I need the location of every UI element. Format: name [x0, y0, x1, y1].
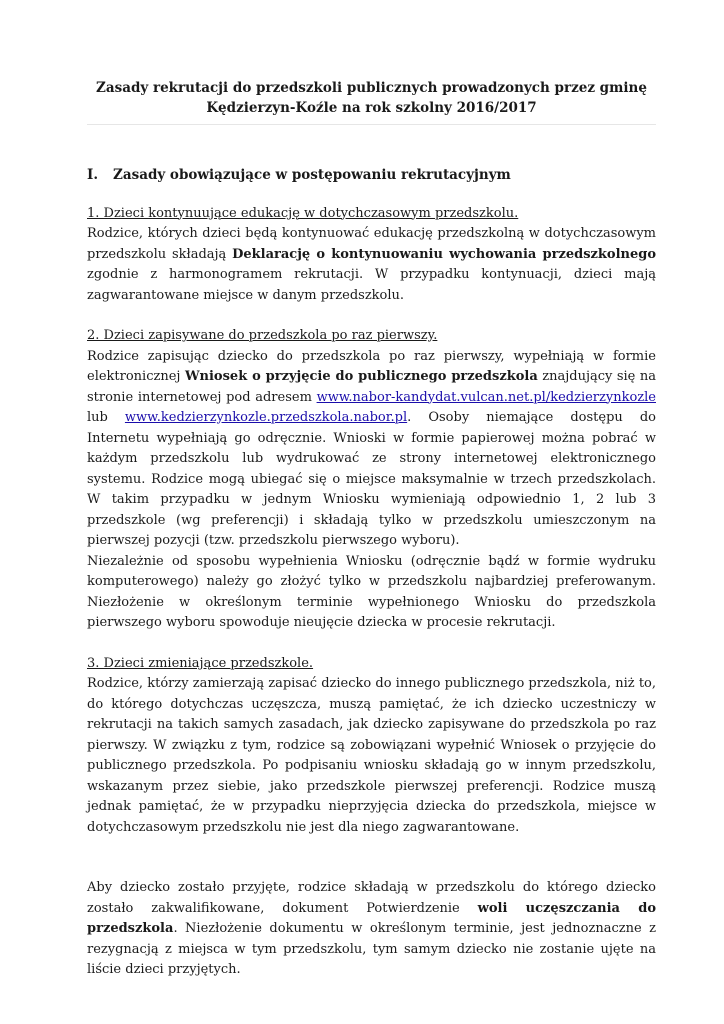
block1-text-a: Rodzice, których dzieci będą kontynuować edukację przedszkolną w dotychczasowym przedszkolu składają	[87, 226, 656, 262]
block1-paragraph	[87, 224, 656, 306]
block3-paragraph: Rodzice, którzy zamierzają zapisać dziecko do innego publicznego przedszkola, niż to, do którego dotychczas uczęszcza, muszą pamiętać, że ich dziecko uczestniczy w rekrutacji na takich samych zasadach, jak dziecko zapisywane do przedszkola po raz pierwszy. W związku z tym, rodzice są zobowiązani wypełnić Wniosek o przyjęcie do publicznego przedszkola. Po podpisaniu wniosku składają go w innym przedszkolu, wskazanym przez siebie, jako przedszkole pierwszej preferencji. Rodzice muszą jednak pamiętać, że w przypadku nieprzyjęcia dziecka do przedszkola, miejsce w dotychczasowym przedszkolu nie jest dla niego zagwarantowane.	[87, 676, 656, 835]
block2-subheading: 2. Dzieci zapisywane do przedszkola po raz pierwszy.	[87, 328, 438, 343]
block-confirmation	[87, 878, 656, 981]
block2-paragraph-2: Niezależnie od sposobu wypełnienia Wniosku (odręcznie bądź w formie wydruku komputerowego) należy go złożyć tylko w przedszkolu najbardziej preferowanym. Niezłożenie w określonym terminie wypełnionego Wniosku do przedszkola pierwszego wyboru spowoduje nieujęcie dziecka w procesie rekrutacji.	[87, 553, 656, 630]
block2-paragraph-1	[87, 347, 656, 552]
document-title	[87, 78, 656, 125]
section-heading-text: Zasady obowiązujące w postępowaniu rekrutacyjnym	[113, 167, 511, 183]
section-heading	[87, 165, 656, 186]
nabor-link[interactable]: www.kedzierzynkozle.przedszkola.nabor.pl	[124, 410, 408, 425]
final-text-a: Aby dziecko zostało przyjęte, rodzice składają w przedszkolu do którego dziecko zostało zakwalifikowane, dokument Potwierdzenie	[87, 880, 656, 916]
block-continuing	[87, 204, 656, 307]
title-line-2: Kędzierzyn-Koźle na rok szkolny 2016/2017	[206, 100, 537, 116]
block2-text-b: znajdujący się na stronie internetowej pod adresem	[87, 369, 656, 405]
vulcan-link[interactable]: www.nabor-kandydat.vulcan.net.pl/kedzierzynkozle	[316, 389, 656, 405]
final-paragraph	[87, 878, 656, 981]
block3-subheading: 3. Dzieci zmieniające przedszkole.	[87, 655, 314, 671]
block2-text-c: lub	[87, 410, 125, 425]
block-first-time	[87, 326, 656, 634]
block2-text-d: . Osoby niemające dostępu do Internetu wypełniają go odręcznie. Wnioski w formie papierowej można pobrać w każdym przedszkolu lub wydrukować ze strony internetowej elektronicznego systemu. Rodzice mogą ubiegać się o miejsce maksymalnie w trzech przedszkolach. W takim przypadku w jednym Wniosku wymieniają odpowiednio 1, 2 lub 3 przedszkole (wg preferencji) i składają tylko w przedszkolu umieszczonym na pierwszej pozycji (tzw. przedszkolu pierwszego wyboru).	[87, 410, 656, 548]
title-line-1: Zasady rekrutacji do przedszkoli publicznych prowadzonych przez gminę	[96, 80, 647, 96]
block-changing	[87, 654, 656, 839]
block1-declaration-bold: Deklarację o kontynuowaniu wychowania przedszkolnego	[232, 246, 656, 262]
block2-text-a: Rodzice zapisując dziecko do przedszkola po raz pierwszy, wypełniają w formie elektronicznej	[87, 348, 656, 384]
block2-application-bold: Wniosek o przyjęcie do publicznego przedszkola	[184, 369, 538, 384]
final-text-b: . Niezłożenie dokumentu w określonym terminie, jest jednoznaczne z rezygnacją z miejsca w tym przedszkolu, tym samym dziecko nie zostanie ujęte na liście dzieci przyjętych.	[87, 921, 656, 977]
block1-subheading: 1. Dzieci kontynuujące edukację w dotychczasowym przedszkolu.	[87, 205, 519, 221]
final-bold: woli uczęszczania do przedszkola	[87, 900, 656, 936]
section-number: I.	[87, 167, 99, 183]
block1-text-b: zgodnie z harmonogramem rekrutacji. W przypadku kontynuacji, dzieci mają zagwarantowane miejsce w danym przedszkolu.	[87, 267, 656, 303]
